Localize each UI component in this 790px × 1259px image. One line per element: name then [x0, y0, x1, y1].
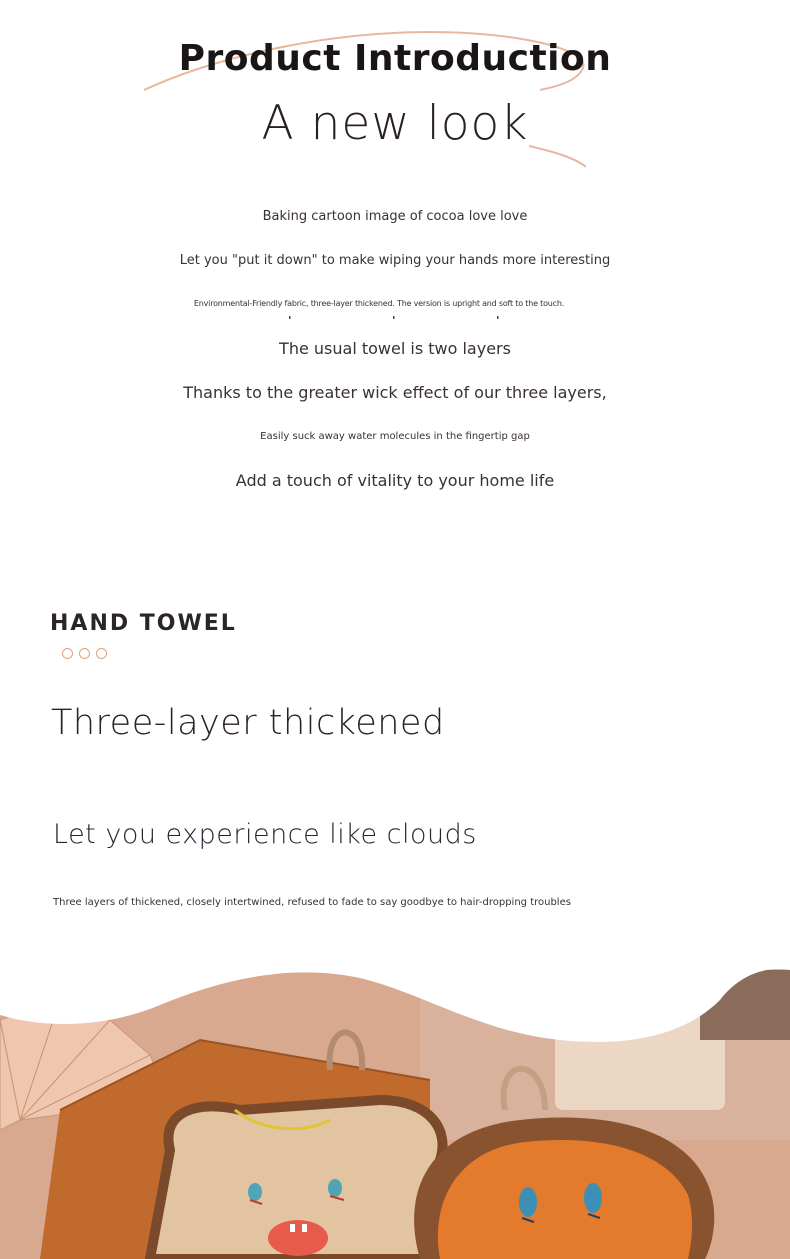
circle-icon	[79, 648, 90, 659]
text-cut-marks	[0, 313, 790, 319]
intro-line: The usual towel is two layers	[279, 339, 511, 358]
intro-line: Let you "put it down" to make wiping your hands more interesting	[179, 253, 611, 268]
page-title: Product Introduction	[178, 38, 612, 79]
intro-line: Thanks to the greater wick effect of our three layers,	[183, 383, 607, 402]
product-photo	[0, 960, 790, 1259]
circle-icon	[62, 648, 73, 659]
intro-line: Baking cartoon image of cocoa love love	[262, 209, 528, 224]
decorative-dots	[62, 648, 107, 659]
page-subtitle: A new look	[261, 96, 529, 151]
section-label: HAND TOWEL	[50, 611, 237, 636]
intro-line: Add a touch of vitality to your home life	[235, 471, 555, 490]
intro-line: Easily suck away water molecules in the fingertip gap	[260, 431, 530, 442]
feature-subheading: Let you experience like clouds	[53, 819, 477, 850]
circle-icon	[96, 648, 107, 659]
feature-description: Three layers of thickened, closely intertwined, refused to fade to say goodbye to hair-dropping troubles	[53, 897, 571, 908]
feature-heading: Three-layer thickened	[51, 703, 445, 743]
intro-section	[0, 0, 790, 560]
intro-line: Environmental-Friendly fabric, three-layer thickened. The version is upright and soft to the touch.	[193, 299, 565, 308]
